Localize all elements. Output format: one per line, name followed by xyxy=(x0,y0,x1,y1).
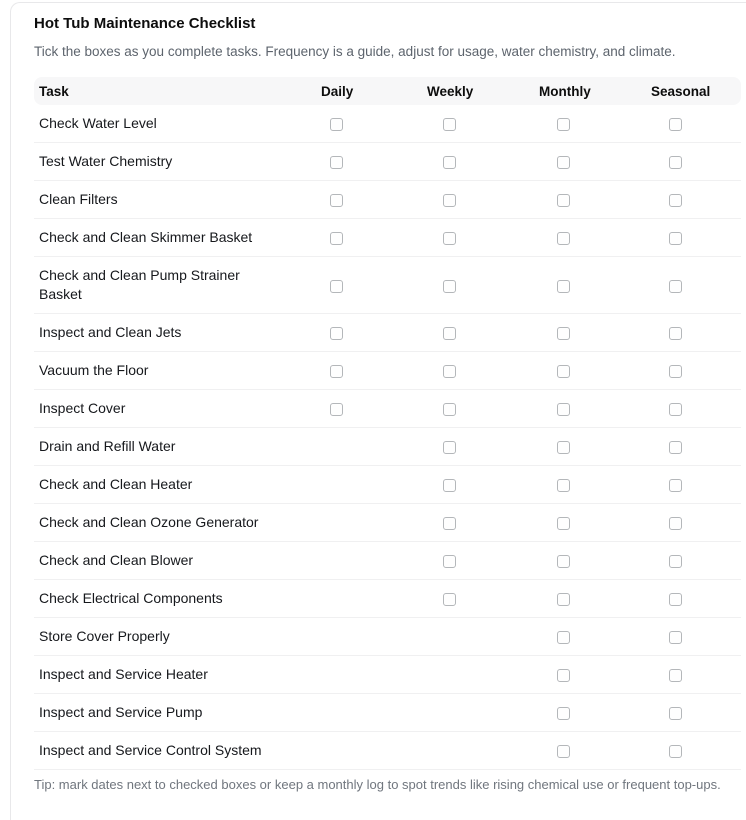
cell-weekly xyxy=(427,553,539,569)
task-label: Inspect and Service Control System xyxy=(39,742,262,758)
table-header-row xyxy=(34,77,741,105)
cell-seasonal xyxy=(651,477,746,493)
task-label: Inspect Cover xyxy=(39,400,126,416)
checkbox-seasonal[interactable] xyxy=(669,441,682,454)
checkbox-seasonal[interactable] xyxy=(669,194,682,207)
checkbox-seasonal[interactable] xyxy=(669,327,682,340)
table-row xyxy=(34,580,741,618)
cell-seasonal xyxy=(651,325,746,341)
cell-weekly xyxy=(427,116,539,132)
task-label: Clean Filters xyxy=(39,191,118,207)
cell-weekly xyxy=(427,192,539,208)
checkbox-monthly[interactable] xyxy=(557,327,570,340)
checkbox-weekly[interactable] xyxy=(443,365,456,378)
column-header-weekly: Weekly xyxy=(427,83,474,99)
table-row xyxy=(34,618,741,656)
cell-weekly xyxy=(427,363,539,379)
checkbox-seasonal[interactable] xyxy=(669,555,682,568)
cell-weekly xyxy=(427,401,539,417)
cell-seasonal xyxy=(651,743,746,759)
checkbox-monthly[interactable] xyxy=(557,118,570,131)
table-row xyxy=(34,143,741,181)
checkbox-monthly[interactable] xyxy=(557,365,570,378)
tip-text: Tip: mark dates next to checked boxes or keep a monthly log to spot trends like rising chemical use or frequent top-ups. xyxy=(34,777,721,792)
task-label: Check and Clean Ozone Generator xyxy=(39,514,259,530)
checkbox-monthly[interactable] xyxy=(557,631,570,644)
cell-seasonal xyxy=(651,401,746,417)
cell-monthly xyxy=(539,591,651,607)
checkbox-seasonal[interactable] xyxy=(669,403,682,416)
cell-weekly xyxy=(427,515,539,531)
chat-bubble-frame xyxy=(10,2,746,820)
checkbox-weekly[interactable] xyxy=(443,194,456,207)
column-header-task: Task xyxy=(39,83,69,99)
table-row xyxy=(34,314,741,352)
cell-seasonal xyxy=(651,553,746,569)
table-row xyxy=(34,219,741,257)
checkbox-daily[interactable] xyxy=(330,232,343,245)
task-label: Check and Clean Skimmer Basket xyxy=(39,229,253,245)
checkbox-seasonal[interactable] xyxy=(669,118,682,131)
checkbox-weekly[interactable] xyxy=(443,156,456,169)
checkbox-weekly[interactable] xyxy=(443,555,456,568)
checkbox-seasonal[interactable] xyxy=(669,631,682,644)
checkbox-monthly[interactable] xyxy=(557,593,570,606)
checkbox-daily[interactable] xyxy=(330,327,343,340)
cell-monthly xyxy=(539,743,651,759)
task-label: Check and Clean Heater xyxy=(39,476,193,492)
checkbox-monthly[interactable] xyxy=(557,707,570,720)
checkbox-monthly[interactable] xyxy=(557,280,570,293)
cell-monthly xyxy=(539,116,651,132)
table-row xyxy=(34,542,741,580)
cell-seasonal xyxy=(651,363,746,379)
checkbox-seasonal[interactable] xyxy=(669,156,682,169)
table-row xyxy=(34,732,741,770)
table-row xyxy=(34,105,741,143)
page-subtitle: Tick the boxes as you complete tasks. Frequency is a guide, adjust for usage, water chemistry, and climate. xyxy=(34,44,676,59)
checkbox-daily[interactable] xyxy=(330,280,343,293)
checkbox-seasonal[interactable] xyxy=(669,707,682,720)
checkbox-weekly[interactable] xyxy=(443,232,456,245)
checkbox-seasonal[interactable] xyxy=(669,517,682,530)
checkbox-seasonal[interactable] xyxy=(669,232,682,245)
task-label: Inspect and Service Heater xyxy=(39,666,208,682)
table-row xyxy=(34,694,741,732)
checkbox-weekly[interactable] xyxy=(443,403,456,416)
checkbox-seasonal[interactable] xyxy=(669,365,682,378)
cell-seasonal xyxy=(651,629,746,645)
cell-weekly xyxy=(427,277,539,293)
cell-monthly xyxy=(539,439,651,455)
cell-daily xyxy=(321,401,427,417)
table-row xyxy=(34,656,741,694)
cell-daily xyxy=(321,363,427,379)
cell-weekly xyxy=(427,230,539,246)
cell-seasonal xyxy=(651,192,746,208)
table-row xyxy=(34,504,741,542)
checkbox-monthly[interactable] xyxy=(557,669,570,682)
cell-monthly xyxy=(539,553,651,569)
cell-seasonal xyxy=(651,667,746,683)
checkbox-monthly[interactable] xyxy=(557,403,570,416)
checkbox-monthly[interactable] xyxy=(557,441,570,454)
table-body xyxy=(34,105,741,770)
task-label: Check Water Level xyxy=(39,115,157,131)
task-label: Check and Clean Blower xyxy=(39,552,194,568)
checkbox-monthly[interactable] xyxy=(557,745,570,758)
checkbox-seasonal[interactable] xyxy=(669,280,682,293)
checkbox-monthly[interactable] xyxy=(557,555,570,568)
cell-monthly xyxy=(539,705,651,721)
cell-daily xyxy=(321,154,427,170)
cell-daily xyxy=(321,116,427,132)
checkbox-daily[interactable] xyxy=(330,118,343,131)
cell-monthly xyxy=(539,401,651,417)
cell-daily xyxy=(321,192,427,208)
cell-seasonal xyxy=(651,705,746,721)
cell-monthly xyxy=(539,667,651,683)
cell-seasonal xyxy=(651,439,746,455)
maintenance-checklist-table xyxy=(34,77,741,770)
cell-seasonal xyxy=(651,515,746,531)
checkbox-daily[interactable] xyxy=(330,365,343,378)
task-label: Drain and Refill Water xyxy=(39,438,176,454)
checkbox-weekly[interactable] xyxy=(443,327,456,340)
cell-monthly xyxy=(539,192,651,208)
cell-seasonal xyxy=(651,277,746,293)
checkbox-daily[interactable] xyxy=(330,156,343,169)
checklist-content xyxy=(11,3,746,793)
task-label: Inspect and Clean Jets xyxy=(39,324,182,340)
cell-weekly xyxy=(427,591,539,607)
checkbox-seasonal[interactable] xyxy=(669,479,682,492)
task-label: Test Water Chemistry xyxy=(39,153,173,169)
checkbox-monthly[interactable] xyxy=(557,479,570,492)
checkbox-weekly[interactable] xyxy=(443,517,456,530)
checkbox-seasonal[interactable] xyxy=(669,593,682,606)
column-header-seasonal: Seasonal xyxy=(651,83,711,99)
cell-monthly xyxy=(539,363,651,379)
table-row xyxy=(34,257,741,314)
cell-monthly xyxy=(539,629,651,645)
table-row xyxy=(34,352,741,390)
task-label: Store Cover Properly xyxy=(39,628,170,644)
checkbox-weekly[interactable] xyxy=(443,593,456,606)
cell-monthly xyxy=(539,154,651,170)
checkbox-monthly[interactable] xyxy=(557,194,570,207)
cell-monthly xyxy=(539,230,651,246)
cell-weekly xyxy=(427,325,539,341)
cell-weekly xyxy=(427,439,539,455)
cell-seasonal xyxy=(651,116,746,132)
task-label: Check and Clean Pump Strainer Basket xyxy=(39,267,240,302)
table-row xyxy=(34,390,741,428)
task-label: Check Electrical Components xyxy=(39,590,223,606)
cell-monthly xyxy=(539,477,651,493)
table-row xyxy=(34,466,741,504)
checkbox-daily[interactable] xyxy=(330,194,343,207)
checkbox-monthly[interactable] xyxy=(557,517,570,530)
task-label: Vacuum the Floor xyxy=(39,362,149,378)
cell-daily xyxy=(321,325,427,341)
checkbox-weekly[interactable] xyxy=(443,118,456,131)
cell-monthly xyxy=(539,515,651,531)
table-row xyxy=(34,181,741,219)
checkbox-seasonal[interactable] xyxy=(669,669,682,682)
checkbox-monthly[interactable] xyxy=(557,232,570,245)
checkbox-weekly[interactable] xyxy=(443,441,456,454)
cell-weekly xyxy=(427,477,539,493)
checkbox-weekly[interactable] xyxy=(443,479,456,492)
cell-monthly xyxy=(539,325,651,341)
checkbox-weekly[interactable] xyxy=(443,280,456,293)
column-header-daily: Daily xyxy=(321,83,354,99)
task-label: Inspect and Service Pump xyxy=(39,704,203,720)
checkbox-seasonal[interactable] xyxy=(669,745,682,758)
checkbox-daily[interactable] xyxy=(330,403,343,416)
cell-seasonal xyxy=(651,591,746,607)
cell-daily xyxy=(321,230,427,246)
cell-daily xyxy=(321,277,427,293)
cell-seasonal xyxy=(651,230,746,246)
checkbox-monthly[interactable] xyxy=(557,156,570,169)
cell-weekly xyxy=(427,154,539,170)
page-title: Hot Tub Maintenance Checklist xyxy=(34,15,256,32)
table-row xyxy=(34,428,741,466)
cell-monthly xyxy=(539,277,651,293)
cell-seasonal xyxy=(651,154,746,170)
column-header-monthly: Monthly xyxy=(539,83,591,99)
